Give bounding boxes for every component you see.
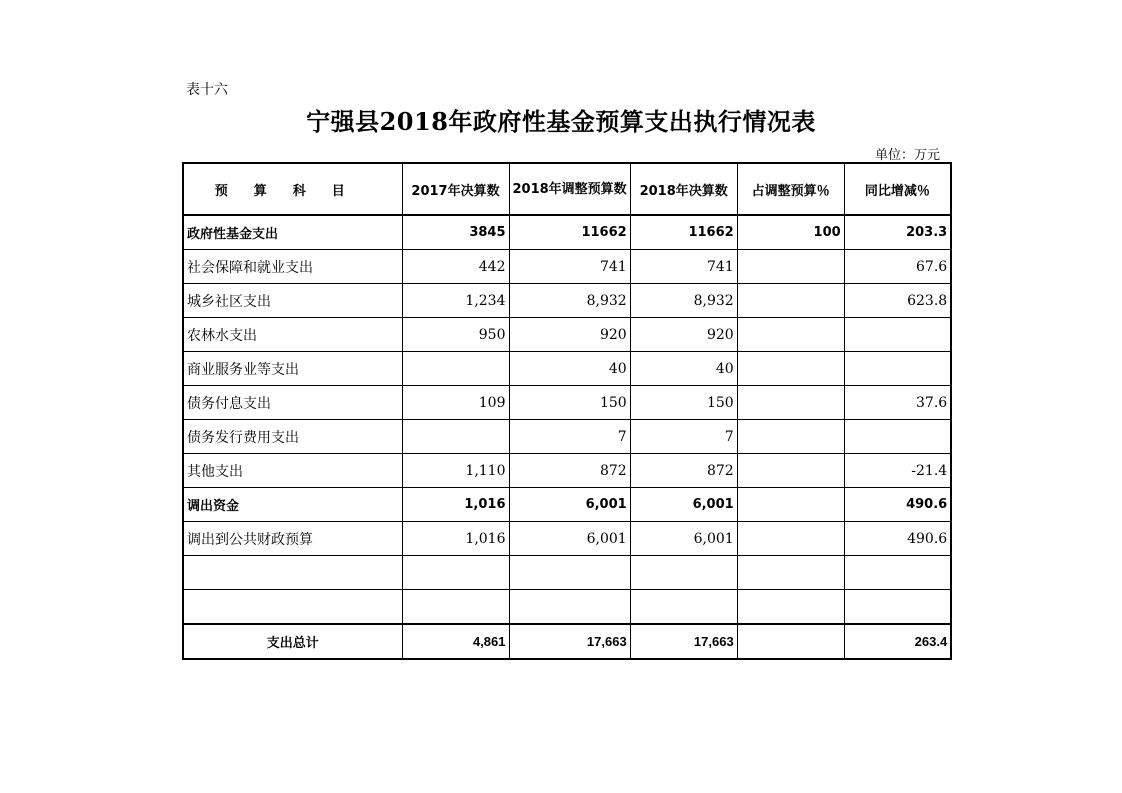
empty-cell — [183, 590, 402, 625]
cell-2018-adjusted: 11662 — [509, 215, 630, 250]
empty-row — [183, 590, 951, 625]
total-2018-adjusted: 17,663 — [509, 624, 630, 659]
table-row — [183, 488, 951, 522]
cell-2018-adjusted: 150 — [509, 386, 630, 420]
total-yoy: 263.4 — [844, 624, 951, 659]
table-row — [183, 250, 951, 284]
empty-cell — [630, 590, 737, 625]
total-row — [183, 624, 951, 659]
cell-2017: 1,016 — [402, 522, 509, 556]
cell-2018-final: 7 — [630, 420, 737, 454]
cell-pct-adjusted — [737, 522, 844, 556]
cell-pct-adjusted — [737, 420, 844, 454]
header-yoy-change: 同比增减％ — [844, 163, 951, 215]
cell-2018-final: 11662 — [630, 215, 737, 250]
cell-2017 — [402, 352, 509, 386]
empty-cell — [844, 590, 951, 625]
empty-cell — [737, 556, 844, 590]
empty-cell — [402, 556, 509, 590]
row-name: 政府性基金支出 — [183, 215, 402, 250]
total-2017: 4,861 — [402, 624, 509, 659]
table-row — [183, 454, 951, 488]
cell-pct-adjusted — [737, 284, 844, 318]
header-pct-adjusted: 占调整预算％ — [737, 163, 844, 215]
cell-2018-adjusted: 40 — [509, 352, 630, 386]
cell-yoy — [844, 352, 951, 386]
page-title: 宁强县2018年政府性基金预算支出执行情况表 — [306, 107, 816, 136]
empty-cell — [737, 590, 844, 625]
empty-cell — [509, 556, 630, 590]
table-row — [183, 318, 951, 352]
cell-2018-adjusted: 872 — [509, 454, 630, 488]
cell-2018-adjusted: 7 — [509, 420, 630, 454]
cell-pct-adjusted — [737, 250, 844, 284]
cell-pct-adjusted — [737, 386, 844, 420]
table-row — [183, 386, 951, 420]
cell-2018-adjusted: 741 — [509, 250, 630, 284]
cell-pct-adjusted — [737, 454, 844, 488]
row-name: 社会保障和就业支出 — [183, 250, 402, 284]
total-pct-adjusted — [737, 624, 844, 659]
cell-2017: 1,234 — [402, 284, 509, 318]
cell-2018-final: 8,932 — [630, 284, 737, 318]
empty-cell — [183, 556, 402, 590]
cell-pct-adjusted — [737, 318, 844, 352]
row-name: 城乡社区支出 — [183, 284, 402, 318]
cell-2018-final: 150 — [630, 386, 737, 420]
unit-label: 单位：万元 — [874, 148, 940, 163]
header-2018-adjusted: 2018年调整预算数 — [509, 163, 630, 215]
cell-yoy: 490.6 — [844, 522, 951, 556]
cell-2017: 442 — [402, 250, 509, 284]
cell-yoy: 490.6 — [844, 488, 951, 522]
cell-pct-adjusted: 100 — [737, 215, 844, 250]
cell-2018-adjusted: 6,001 — [509, 522, 630, 556]
cell-2018-adjusted: 6,001 — [509, 488, 630, 522]
cell-yoy: 203.3 — [844, 215, 951, 250]
cell-2018-final: 6,001 — [630, 488, 737, 522]
empty-cell — [844, 556, 951, 590]
cell-yoy — [844, 318, 951, 352]
row-name: 债务发行费用支出 — [183, 420, 402, 454]
table-row — [183, 284, 951, 318]
cell-yoy: -21.4 — [844, 454, 951, 488]
cell-pct-adjusted — [737, 352, 844, 386]
cell-2018-adjusted: 920 — [509, 318, 630, 352]
total-2018-final: 17,663 — [630, 624, 737, 659]
cell-2018-adjusted: 8,932 — [509, 284, 630, 318]
row-name: 其他支出 — [183, 454, 402, 488]
cell-2017 — [402, 420, 509, 454]
row-name: 农林水支出 — [183, 318, 402, 352]
table-header-row — [183, 163, 951, 215]
table-number: 表十六 — [186, 82, 228, 98]
cell-2017: 3845 — [402, 215, 509, 250]
cell-2017: 1,110 — [402, 454, 509, 488]
cell-yoy: 37.6 — [844, 386, 951, 420]
table-row — [183, 420, 951, 454]
row-name: 商业服务业等支出 — [183, 352, 402, 386]
cell-2017: 109 — [402, 386, 509, 420]
cell-2017: 1,016 — [402, 488, 509, 522]
cell-pct-adjusted — [737, 488, 844, 522]
cell-2017: 950 — [402, 318, 509, 352]
empty-cell — [630, 556, 737, 590]
row-name: 债务付息支出 — [183, 386, 402, 420]
cell-2018-final: 872 — [630, 454, 737, 488]
cell-2018-final: 920 — [630, 318, 737, 352]
header-2018-final: 2018年决算数 — [630, 163, 737, 215]
total-label: 支出总计 — [183, 624, 402, 659]
empty-cell — [402, 590, 509, 625]
empty-row — [183, 556, 951, 590]
empty-cell — [509, 590, 630, 625]
table-row — [183, 352, 951, 386]
cell-2018-final: 6,001 — [630, 522, 737, 556]
row-name: 调出资金 — [183, 488, 402, 522]
table-row — [183, 215, 951, 250]
cell-2018-final: 40 — [630, 352, 737, 386]
cell-yoy: 623.8 — [844, 284, 951, 318]
header-2017-final: 2017年决算数 — [402, 163, 509, 215]
cell-yoy: 67.6 — [844, 250, 951, 284]
row-name: 调出到公共财政预算 — [183, 522, 402, 556]
table-row — [183, 522, 951, 556]
header-subject: 预算科目 — [183, 163, 402, 215]
budget-table — [182, 162, 952, 660]
cell-yoy — [844, 420, 951, 454]
cell-2018-final: 741 — [630, 250, 737, 284]
